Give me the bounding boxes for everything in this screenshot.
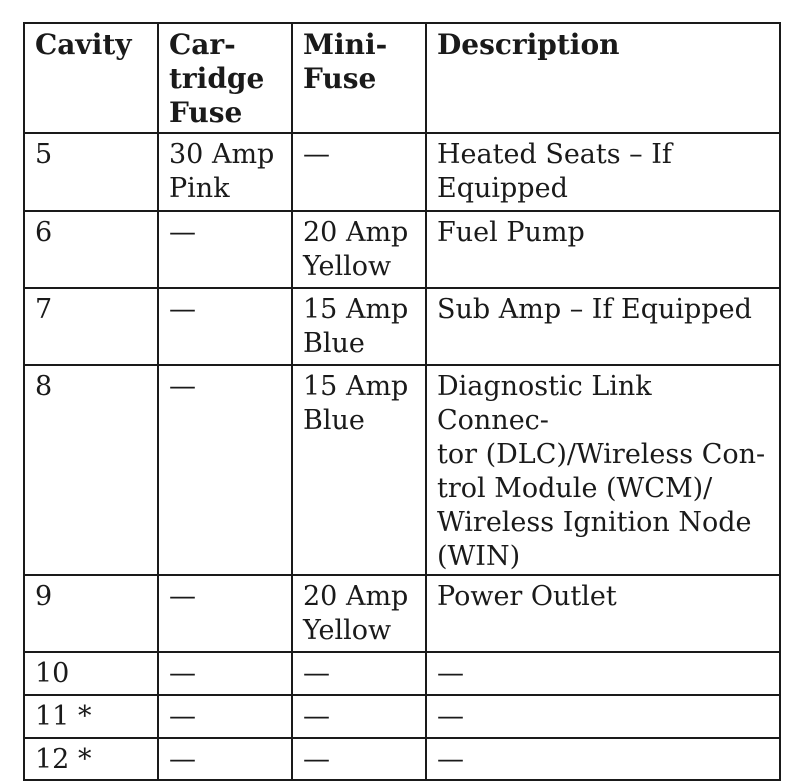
cell-cartridge [158, 652, 292, 695]
cell-cartridge [158, 133, 292, 211]
cell-cartridge [158, 575, 292, 652]
cell-cavity [24, 288, 158, 365]
cell-text: 9 [35, 581, 53, 612]
header-cavity [24, 23, 158, 133]
cell-mini [292, 365, 426, 575]
cell-text: — [437, 744, 464, 775]
header-row [24, 23, 780, 133]
cell-description [426, 133, 780, 211]
cell-mini [292, 738, 426, 780]
cell-text: Diagnostic Link Connec- tor (DLC)/Wireless Con- trol Module (WCM)/ Wireless Ignition Node (WIN) [437, 371, 766, 572]
cell-mini [292, 211, 426, 288]
cell-text: — [437, 658, 464, 689]
header-cavity-label: Cavity [35, 28, 132, 61]
cell-cavity [24, 575, 158, 652]
header-mini-fuse [292, 23, 426, 133]
cell-text: — [303, 139, 330, 170]
cell-cartridge [158, 288, 292, 365]
cell-text: 12 * [35, 744, 92, 775]
cell-mini [292, 288, 426, 365]
cell-text: — [303, 658, 330, 689]
header-cartridge-fuse [158, 23, 292, 133]
cell-text: — [303, 744, 330, 775]
cell-mini [292, 133, 426, 211]
cell-description [426, 211, 780, 288]
cell-text: Sub Amp – If Equipped [437, 294, 752, 325]
cell-text: 20 Amp Yellow [303, 581, 409, 646]
cell-text: 7 [35, 294, 53, 325]
cell-text: — [169, 658, 196, 689]
table-row [24, 575, 780, 652]
table-row [24, 652, 780, 695]
cell-text: Power Outlet [437, 581, 617, 612]
cell-description [426, 288, 780, 365]
cell-text: — [169, 217, 196, 248]
cell-text: 5 [35, 139, 53, 170]
cell-cavity [24, 695, 158, 738]
cell-description [426, 695, 780, 738]
cell-text: — [169, 294, 196, 325]
table-row [24, 365, 780, 575]
cell-cartridge [158, 211, 292, 288]
cell-cartridge [158, 738, 292, 780]
cell-cartridge [158, 365, 292, 575]
cell-description [426, 652, 780, 695]
cell-mini [292, 695, 426, 738]
header-cartridge-label: Car- tridge Fuse [169, 28, 265, 129]
table-row [24, 133, 780, 211]
cell-cavity [24, 738, 158, 780]
cell-text: — [169, 371, 196, 402]
cell-text: 15 Amp Blue [303, 294, 409, 359]
cell-text: 6 [35, 217, 53, 248]
table-row [24, 211, 780, 288]
cell-cavity [24, 211, 158, 288]
cell-text: 10 [35, 658, 70, 689]
cell-text: 30 Amp Pink [169, 139, 275, 204]
cell-text: 11 * [35, 701, 92, 732]
cell-text: 15 Amp Blue [303, 371, 409, 436]
cell-text: 20 Amp Yellow [303, 217, 409, 282]
cell-cavity [24, 133, 158, 211]
cell-description [426, 365, 780, 575]
table-row [24, 288, 780, 365]
cell-mini [292, 575, 426, 652]
cell-mini [292, 652, 426, 695]
cell-text: Fuel Pump [437, 217, 585, 248]
cell-text: — [169, 581, 196, 612]
cell-text: Heated Seats – If Equipped [437, 139, 672, 204]
cell-text: — [169, 744, 196, 775]
fuse-table [23, 22, 781, 781]
header-description [426, 23, 780, 133]
cell-cavity [24, 652, 158, 695]
header-mini-label: Mini- Fuse [303, 28, 388, 95]
cell-cavity [24, 365, 158, 575]
cell-text: — [169, 701, 196, 732]
cell-text: — [437, 701, 464, 732]
cell-cartridge [158, 695, 292, 738]
cell-description [426, 738, 780, 780]
header-description-label: Description [437, 28, 620, 61]
cell-text: — [303, 701, 330, 732]
cell-description [426, 575, 780, 652]
table-row [24, 695, 780, 738]
table-row [24, 738, 780, 780]
cell-text: 8 [35, 371, 53, 402]
